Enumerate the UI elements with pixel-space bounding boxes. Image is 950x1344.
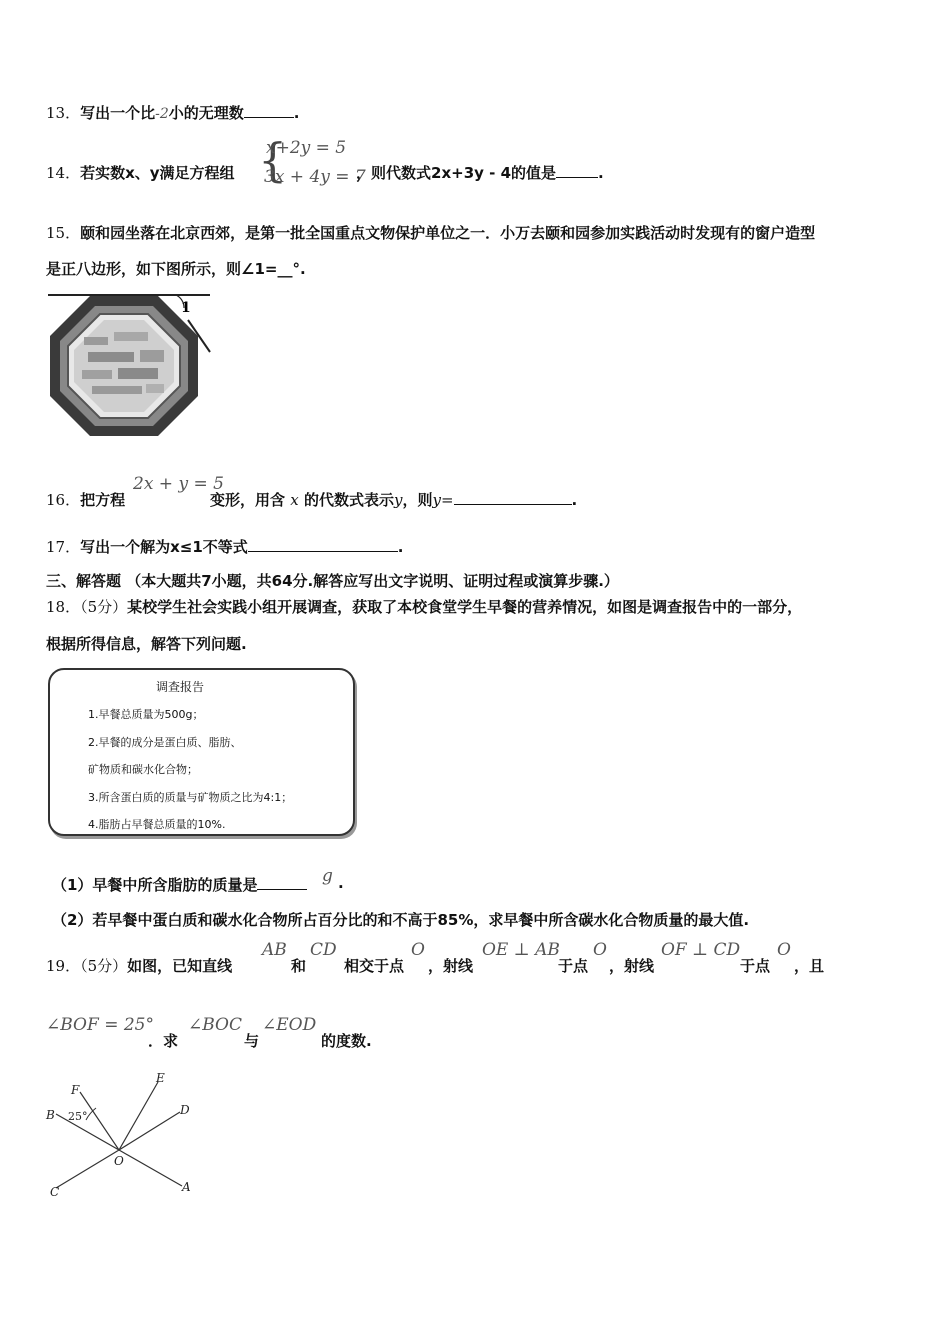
report-title: 调查报告 bbox=[155, 680, 204, 694]
question-text: 相交于点 bbox=[344, 957, 405, 975]
question-text: （1）早餐中所含脂肪的质量是 bbox=[52, 876, 258, 894]
ray-ob bbox=[56, 1114, 119, 1150]
question-text: 写出一个解为x≤1不等式 bbox=[80, 538, 248, 556]
question-14-cont bbox=[356, 162, 604, 183]
score: （5分） bbox=[80, 957, 128, 975]
question-text: 若实数x、y满足方程组 bbox=[80, 164, 235, 182]
period: . bbox=[397, 538, 404, 556]
question-text: 的代数式表示 bbox=[303, 491, 394, 509]
answer-blank bbox=[454, 490, 572, 505]
label-a: A bbox=[182, 1180, 191, 1194]
question-text: 于点 bbox=[558, 957, 589, 975]
period: . bbox=[598, 164, 604, 182]
score: （5分） bbox=[80, 598, 128, 616]
question-17 bbox=[46, 536, 403, 557]
question-number: 15． bbox=[46, 224, 81, 242]
angle-bof: ∠BOF = 25° bbox=[46, 1015, 154, 1035]
period: . bbox=[338, 874, 344, 892]
question-number: 14． bbox=[46, 164, 81, 182]
question-number: 17． bbox=[46, 538, 81, 556]
question-number: 16． bbox=[46, 491, 81, 509]
question-number: 18． bbox=[46, 598, 81, 616]
question-text: 于点 bbox=[740, 957, 771, 975]
question-text: 的度数. bbox=[321, 1032, 372, 1050]
survey-report-box bbox=[48, 668, 355, 836]
question-18-line2: 根据所得信息，解答下列问题. bbox=[46, 635, 247, 653]
equation: 2x + y = 5 bbox=[133, 474, 224, 494]
variable: y= bbox=[432, 491, 454, 509]
report-item: 矿物质和碳水化合物； bbox=[88, 763, 198, 776]
period: . bbox=[571, 491, 578, 509]
report-item: 2.早餐的成分是蛋白质、脂肪、 bbox=[88, 736, 242, 749]
expression: 2x+3y - 4 bbox=[431, 164, 512, 182]
question-text: 变形，用含 bbox=[210, 491, 286, 509]
intersecting-lines-figure bbox=[44, 1068, 204, 1204]
answer-blank bbox=[244, 103, 294, 118]
question-text: 和 bbox=[291, 957, 307, 975]
question-18-part2: （2）若早餐中蛋白质和碳水化合物所占百分比的和不高于85%，求早餐中所含碳水化合物质量的最大值. bbox=[52, 911, 750, 929]
label-angle: 25° bbox=[68, 1110, 88, 1123]
angle-boc: ∠BOC bbox=[188, 1015, 242, 1035]
variable: y bbox=[393, 491, 403, 509]
equation-1: x+2y = 5 bbox=[266, 138, 347, 158]
question-text: ，且 bbox=[794, 957, 825, 975]
question-number: 13． bbox=[46, 104, 81, 122]
ray-oc bbox=[56, 1150, 119, 1188]
question-text: 写出一个比 bbox=[80, 104, 156, 122]
label-b: B bbox=[46, 1108, 55, 1122]
of-perp-cd: OF ⊥ CD bbox=[661, 940, 741, 960]
question-text: ，则 bbox=[402, 491, 433, 509]
question-text: 如图，已知直线 bbox=[127, 957, 233, 975]
line-ab: AB bbox=[262, 940, 287, 960]
point-o: O bbox=[411, 940, 425, 960]
label-c: C bbox=[50, 1185, 60, 1199]
question-text: ，射线 bbox=[609, 957, 655, 975]
section-heading: 三、解答题 （本大题共7小题，共64分.解答应写出文字说明、证明过程或演算步骤.） bbox=[46, 572, 619, 590]
question-18-line1 bbox=[46, 596, 802, 617]
question-13 bbox=[46, 102, 299, 123]
question-16 bbox=[46, 489, 125, 510]
report-item: 1.早餐总质量为500g； bbox=[88, 708, 204, 721]
question-18-part1 bbox=[52, 874, 307, 895]
question-text: 的值是 bbox=[511, 164, 557, 182]
oe-perp-ab: OE ⊥ AB bbox=[482, 940, 560, 960]
label-f: F bbox=[71, 1083, 80, 1097]
ray-oa bbox=[119, 1150, 182, 1186]
question-16-cont bbox=[210, 489, 577, 510]
point-o: O bbox=[593, 940, 607, 960]
variable: x bbox=[290, 491, 299, 509]
label-e: E bbox=[156, 1071, 165, 1085]
period: . bbox=[293, 104, 300, 122]
question-text: ，射线 bbox=[428, 957, 474, 975]
question-text: 某校学生社会实践小组开展调查，获取了本校食堂学生早餐的营养情况，如图是调查报告中的一部分， bbox=[127, 598, 803, 616]
report-item: 4.脂肪占早餐总质量的10%. bbox=[88, 818, 226, 831]
angle-eod: ∠EOD bbox=[262, 1015, 317, 1035]
answer-blank bbox=[556, 163, 598, 178]
question-number: 19． bbox=[46, 957, 81, 975]
report-item: 3.所含蛋白质的质量与矿物质之比为4:1； bbox=[88, 791, 293, 804]
question-text: ，则代数式 bbox=[356, 164, 432, 182]
label-d: D bbox=[180, 1103, 190, 1117]
question-text: 颐和园坐落在北京西郊，是第一批全国重点文物保护单位之一．小万去颐和园参加实践活动时发现有的窗户造型 bbox=[80, 224, 816, 242]
math-expression: -2 bbox=[155, 106, 169, 122]
question-14 bbox=[46, 162, 235, 183]
equation-2: 3x + 4y = 7 bbox=[264, 167, 366, 187]
question-15-line2: 是正八边形，如下图所示，则∠1=__°. bbox=[46, 260, 306, 278]
octagon-window-figure bbox=[48, 292, 213, 440]
ray-od bbox=[119, 1112, 180, 1150]
answer-blank bbox=[248, 537, 398, 552]
line-cd: CD bbox=[310, 940, 337, 960]
answer-blank bbox=[257, 875, 307, 890]
point-o: O bbox=[777, 940, 791, 960]
question-19 bbox=[46, 955, 232, 976]
ray-oe bbox=[119, 1082, 158, 1150]
brace-symbol: { bbox=[258, 133, 288, 187]
unit: g bbox=[322, 866, 333, 886]
question-15-line1 bbox=[46, 222, 815, 243]
label-o: O bbox=[114, 1154, 124, 1168]
question-text: 与 bbox=[244, 1032, 260, 1050]
question-text: 把方程 bbox=[80, 491, 126, 509]
question-text: 小的无理数 bbox=[168, 104, 244, 122]
angle-label: 1 bbox=[181, 300, 191, 316]
question-text: ．求 bbox=[148, 1032, 179, 1050]
